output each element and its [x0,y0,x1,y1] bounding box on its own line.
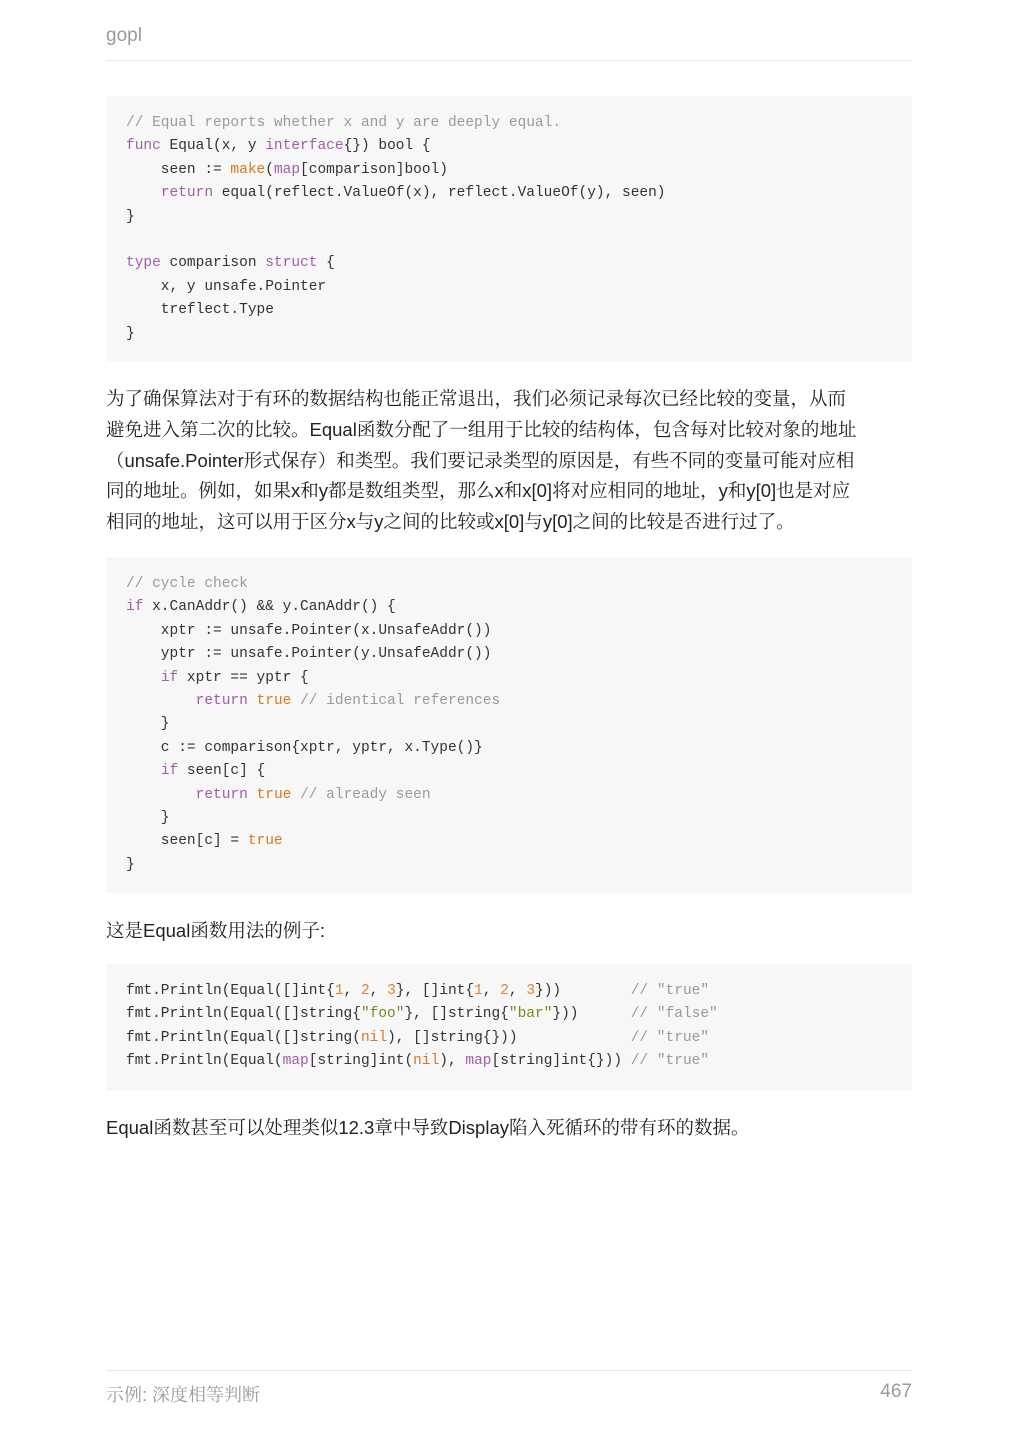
code-token: 1 [334,983,344,999]
chapter-title: 示例: 深度相等判断 [106,1385,261,1405]
code-line [126,620,892,643]
code-token: { [317,255,335,272]
paragraph-cycle-explanation [106,384,912,538]
code-token: if [160,669,179,686]
paragraph-line: Equal函数甚至可以处理类似12.3章中导致Display陷入死循环的带有环的数据。 [106,1117,750,1138]
code-token: ( [265,161,274,178]
code-line [126,276,892,299]
code-token [126,787,196,803]
code-token: xptr := unsafe.Pointer(x.UnsafeAddr()) [126,622,492,639]
code-token: ), []string{})) [387,1029,631,1046]
code-token: // already seen [300,786,431,803]
code-token: nil [413,1053,440,1070]
code-token: , [508,983,527,999]
code-line [126,573,892,596]
code-token: func [126,138,161,155]
code-line [126,854,892,877]
code-line [126,690,892,713]
page-header [106,24,912,61]
paragraph-example-intro [106,916,912,947]
code-line [126,667,892,690]
code-block-cycle-check [106,557,912,893]
code-token: }, []string{ [404,1006,509,1023]
code-token [126,763,161,779]
code-token: true [256,692,292,709]
code-token: } [126,809,170,826]
code-token: fmt.Println(Equal([]string( [126,1029,361,1046]
code-token [248,693,257,709]
code-token: return [160,185,214,202]
code-token: [string]int{})) [491,1053,631,1070]
code-token [126,185,161,201]
code-token [291,787,300,803]
code-line [126,713,892,736]
code-token: "bar" [508,1006,553,1023]
code-block-equal-func [106,96,912,362]
code-token: , [369,983,388,999]
code-token: seen[c] = [126,833,248,850]
code-token: {}) bool { [343,138,431,155]
code-line [126,980,892,1003]
code-line [126,1003,892,1026]
paragraph-line: 这是Equal函数用法的例子: [106,920,325,941]
code-line [126,159,892,182]
code-token: treflect.Type [126,302,274,319]
code-token: } [126,856,135,873]
code-token: 2 [500,983,509,999]
code-token: })) [535,983,631,999]
code-line [126,252,892,275]
code-line [126,135,892,158]
book-title: gopl [106,25,142,46]
code-token: x.CanAddr() && y.CanAddr() { [143,599,396,616]
code-token: } [126,716,170,733]
code-token: // identical references [300,692,501,709]
code-token: // "true" [630,1029,710,1046]
code-token: [string]int( [308,1053,414,1070]
code-token: return [195,786,248,803]
code-token: if [160,763,179,780]
code-token: 2 [360,983,370,999]
code-token: fmt.Println(Equal([]string{ [126,1006,361,1023]
code-block-equal-examples [106,964,912,1091]
code-line [126,206,892,229]
code-token: yptr := unsafe.Pointer(y.UnsafeAddr()) [126,646,492,663]
code-token: , [343,983,361,999]
code-token: map [282,1053,309,1070]
code-token: Equal(x, y [160,138,266,155]
page-number: 467 [880,1381,912,1402]
code-token: equal(reflect.ValueOf(x), reflect.ValueOf(y), seen) [213,185,666,202]
code-token: seen := [126,161,231,178]
code-line [126,784,892,807]
code-token: if [126,599,144,616]
code-token: // "true" [630,1053,710,1070]
code-line [126,643,892,666]
paragraph-line: 相同的地址，这可以用于区分x与y之间的比较或x[0]与y[0]之间的比较是否进行过了。 [106,511,795,533]
code-token: fmt.Println(Equal([]int{ [126,983,335,999]
code-token: , [482,983,501,999]
code-token: x, y unsafe.Pointer [126,278,327,295]
paragraph-line: （unsafe.Pointer形式保存）和类型。我们要记录类型的原因是，有些不同的变量可能对应相 [106,449,855,471]
code-token: // "false" [630,1006,718,1023]
code-line [126,1050,892,1073]
code-token: struct [265,255,318,272]
code-token: })) [552,1006,631,1023]
code-token: make [230,161,266,178]
code-token: }, []int{ [395,983,475,999]
code-token [126,670,161,686]
code-token [248,787,257,803]
code-token: return [195,692,248,709]
code-token: 3 [526,983,536,999]
code-token: // cycle check [126,576,248,592]
code-token: // "true" [630,983,710,999]
paragraph-closing [106,1113,912,1144]
code-token: true [247,833,283,850]
code-token: map [465,1053,492,1070]
code-token: c := comparison{xptr, yptr, x.Type()} [126,739,483,756]
code-token: interface [265,138,344,155]
code-token: nil [360,1029,388,1046]
code-line [126,229,892,252]
code-line [126,299,892,322]
paragraph-line: 避免进入第二次的比较。Equal函数分配了一组用于比较的结构体，包含每对比较对象的地址 [106,418,857,440]
code-token: // Equal reports whether x and y are deeply equal. [126,115,562,131]
code-line [126,807,892,830]
code-line [126,830,892,853]
code-token: "foo" [360,1006,405,1023]
code-token: comparison [160,255,266,272]
code-token: type [126,255,161,272]
code-token: true [256,786,292,803]
code-token: 3 [387,983,396,999]
code-token [126,693,196,709]
paragraph-line: 同的地址。例如，如果x和y都是数组类型，那么x和x[0]将对应相同的地址，y和y[0]也是对应 [106,480,851,502]
code-line [126,182,892,205]
code-token: ), [439,1053,466,1070]
code-token: map [273,161,301,178]
code-token: } [126,208,135,225]
code-line [126,760,892,783]
code-token: fmt.Println(Equal( [126,1053,283,1070]
code-line [126,596,892,619]
code-token: 1 [474,983,483,999]
page-footer [106,1370,912,1416]
code-line [126,1027,892,1050]
code-token: xptr == yptr { [178,669,309,686]
code-token: } [126,325,135,342]
code-line [126,737,892,760]
code-line [126,323,892,346]
paragraph-line: 为了确保算法对于有环的数据结构也能正常退出，我们必须记录每次已经比较的变量，从而 [106,388,847,409]
code-line [126,112,892,135]
code-token: [comparison]bool) [300,161,448,178]
code-token [291,693,300,709]
code-token: seen[c] { [178,763,266,780]
